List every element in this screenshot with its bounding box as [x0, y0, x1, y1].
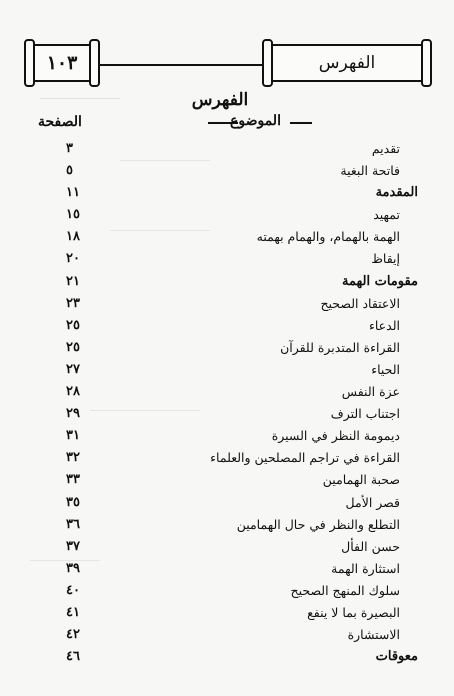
toc-row — [38, 492, 418, 514]
topic-column-header: الموضوع — [230, 113, 281, 129]
toc-entry-page: ٢٥ — [66, 317, 80, 333]
toc-entry-page: ٢٧ — [66, 361, 80, 377]
toc-row — [38, 403, 418, 425]
toc-row — [38, 602, 418, 624]
toc-title: الفهرس — [191, 90, 249, 110]
toc-entry-title: معوقات — [375, 649, 418, 665]
toc-section-row — [38, 271, 418, 293]
toc-entry-page: ٣١ — [66, 428, 80, 444]
show-through-1 — [40, 98, 120, 99]
toc-row — [38, 160, 418, 182]
toc-entry-page: ٣٩ — [66, 560, 80, 576]
toc-row — [38, 226, 418, 248]
toc-entry-page: ١١ — [66, 185, 80, 201]
toc-entry-title: البصيرة بما لا ينفع — [307, 604, 400, 620]
toc-row — [38, 536, 418, 558]
toc-entry-title: ديمومة النظر في السيرة — [271, 428, 400, 444]
toc-row — [38, 381, 418, 403]
toc-entry-page: ٢٨ — [66, 384, 80, 400]
toc-section-row — [38, 182, 418, 204]
toc-row — [38, 315, 418, 337]
toc-entry-title: الهمة بالهمام، والهمام بهمته — [256, 229, 400, 245]
toc-entry-title: اجتناب الترف — [330, 406, 400, 422]
toc-row — [38, 204, 418, 226]
toc-entry-page: ١٥ — [66, 207, 80, 223]
toc-entry-title: الدعاء — [369, 317, 400, 333]
toc-entry-page: ١٨ — [66, 229, 80, 245]
toc-entry-title: القراءة في تراجم المصلحين والعلماء — [210, 450, 400, 466]
toc-entry-page: ٣ — [66, 141, 73, 156]
toc-entry-title: المقدمة — [375, 185, 418, 201]
page-header — [22, 36, 434, 88]
toc-entry-page: ٢١ — [66, 273, 80, 289]
toc-entry-title: سلوك المنهج الصحيح — [290, 582, 400, 598]
toc-entry-page: ٣٦ — [66, 516, 80, 532]
toc-row — [38, 558, 418, 580]
toc-entry-title: الاعتقاد الصحيح — [320, 295, 400, 311]
toc-entry-title: تقديم — [371, 141, 400, 156]
toc-entry-page: ٢٠ — [66, 251, 80, 267]
toc-entry-page: ٢٥ — [66, 339, 80, 355]
toc-entry-page: ٣٣ — [66, 472, 80, 488]
toc-entries — [38, 138, 418, 668]
header-rule — [92, 64, 268, 66]
toc-entry-title: استثارة الهمة — [331, 560, 400, 576]
toc-row — [38, 514, 418, 536]
topic-header-underline — [208, 122, 238, 124]
toc-row — [38, 359, 418, 381]
toc-entry-title: عزة النفس — [341, 384, 400, 400]
toc-row — [38, 580, 418, 602]
toc-entry-page: ٣٥ — [66, 494, 80, 510]
toc-entry-page: ٣٧ — [66, 538, 80, 554]
page-column-header: الصفحة — [38, 114, 82, 130]
toc-entry-title: صحبة الهمامين — [322, 472, 400, 488]
toc-entry-title: تمهيد — [373, 207, 400, 223]
toc-section-row — [38, 646, 418, 668]
toc-row — [38, 337, 418, 359]
page-number: ١٠٣ — [46, 52, 78, 74]
toc-row — [38, 138, 418, 160]
toc-row — [38, 293, 418, 315]
toc-entry-title: القراءة المتدبرة للقرآن — [280, 339, 400, 355]
toc-entry-title: مقومات الهمة — [342, 273, 418, 289]
toc-entry-title: التطلع والنظر في حال الهمامين — [236, 516, 400, 532]
toc-row — [38, 624, 418, 646]
toc-entry-page: ٥ — [66, 163, 73, 179]
header-title-scroll — [269, 44, 425, 82]
toc-row — [38, 425, 418, 447]
toc-entry-page: ٤٢ — [66, 627, 80, 643]
toc-entry-page: ٢٩ — [66, 406, 80, 422]
toc-entry-page: ٤٦ — [66, 649, 80, 665]
toc-row — [38, 248, 418, 270]
topic-header-underline-right — [290, 122, 312, 124]
page-number-scroll — [31, 44, 93, 82]
toc-entry-page: ٢٣ — [66, 295, 80, 311]
toc-entry-page: ٣٢ — [66, 450, 80, 466]
toc-row — [38, 469, 418, 491]
toc-entry-title: حسن الفأل — [341, 538, 400, 554]
toc-entry-title: الحياء — [371, 361, 400, 377]
toc-entry-title: قصر الأمل — [345, 494, 400, 510]
toc-entry-title: فاتحة البغية — [340, 163, 400, 179]
toc-entry-page: ٤٠ — [66, 582, 80, 598]
toc-entry-title: إيقاظ — [371, 251, 400, 267]
header-title: الفهرس — [318, 53, 376, 73]
toc-entry-page: ٤١ — [66, 604, 80, 620]
toc-entry-title: الاستشارة — [347, 627, 400, 643]
toc-row — [38, 447, 418, 469]
